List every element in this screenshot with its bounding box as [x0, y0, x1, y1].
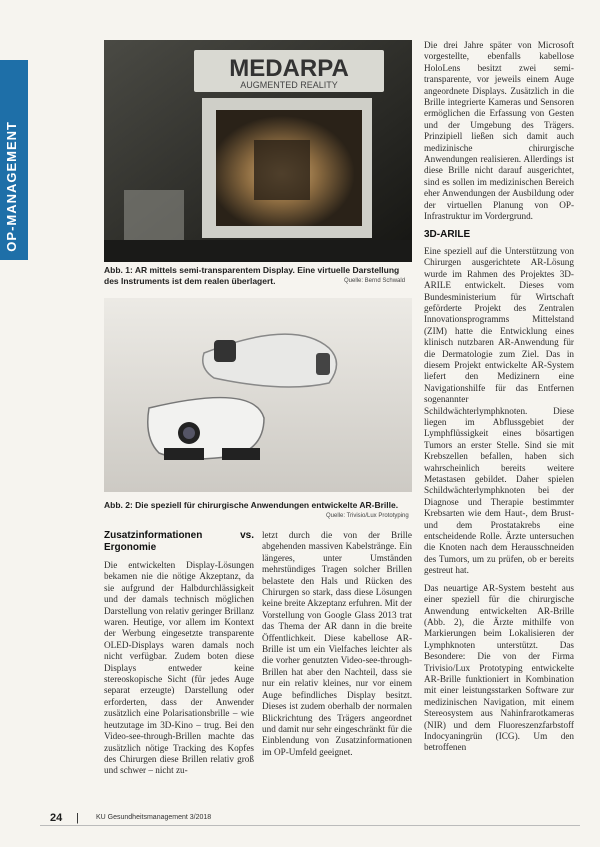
column-3-para-3: Das neuartige AR-System besteht aus einer speziell für die chirurgische Anwendung entwickelten AR-Brille (Abb. 2), die Ärzte mithilfe von Markierungen beim Lokalisieren der Lymphknoten unterstützt. Das Besondere: Die von der Firma Trivisio/Lux Prototyping entwickelte AR-Brille funktioniert in Kombination mit einer leistungsstarken Software zur medizinischen Navigation, mit einem Stereosystem aus Nahinfrarotkameras (NIR) und dem Fluoreszenzfarbstoff Indocyaningrün (ICG). Um den betroffenen — [424, 582, 574, 753]
section-tab — [0, 60, 28, 260]
figure-2-credit: Quelle: Trivisio/Lux Prototyping — [326, 513, 409, 519]
ar-display-illustration — [104, 40, 412, 262]
figure-1-credit: Quelle: Bernd Schwald — [344, 278, 406, 284]
article-column-2 — [262, 530, 412, 805]
page-number: 24 — [50, 812, 63, 824]
column-2-text: letzt durch die von der Brille abgehenden massiven Kabelstränge. Ein längeres, unter Umständen mehrstündiges Tragen solcher Brillen belastete den Hals und Rücken des Chirurgen so stark, dass diese Lösungen keine breite Akzeptanz erfuhren. Mit der Vorstellung von Google Glass 2013 trat das Thema der AR dann in die breite Öffentlichkeit. Diese kabellose AR-Brille ist um ein Vielfaches leichter als die vorher genutzten Video-see-through-Brillen hat aber den Nachteil, dass sie nur ein relativ kleines, nur vor einem Auge befindliches Display besitzt. Dieses ist zudem oberhalb der normalen Blickrichtung des Trägers angeordnet und damit nur sehr eingeschränkt für die Einblendung von Zusatzinformationen im OP-Umfeld geeignet. — [262, 530, 412, 757]
section-heading-ergonomie: Zusatzinformationen vs. Ergonomie — [104, 530, 254, 553]
column-3-para-1: Die drei Jahre später von Microsoft vorgestellte, ebenfalls kabellose HoloLens besitzt zwei semi-transparente, vor jeweils einem Auge angeordnete Displays. Zusätzlich in die Brille integrierte Kameras und Sensoren ermöglichen die Erfassung von Gesten und der Umgebung des Trägers. Prinzipiell ließen sich damit auch medizinische chirurgische Anwendungen realisieren. Allerdings ist diese Brille nicht darauf ausgerichtet, sind es sollen im medizinischen Bereich eher Anwendungen der Ausbildung oder der virtuellen Planung von OP-Infrastruktur im Vordergrund. — [424, 40, 574, 222]
section-heading-3d-arile: 3D-ARILE — [424, 228, 471, 240]
journal-name: KU Gesundheitsmanagement 3/2018 — [96, 814, 212, 821]
article-column-3 — [424, 40, 574, 805]
column-3-para-2: Eine speziell auf die Unterstützung von Chirurgen ausgerichtete AR-Lösung wurde im Rahmen des Projektes 3D-ARILE entwickelt. Dieses vom Bundesministerium für Wirtschaft geförderte Projekt des Zentralen Innovationsprogramms Mittelstand (ZIM) hatte die Entwicklung eines klinisch nutzbaren AR-Anwendung für die Dermatologie zum Ziel. Das in diesem Projekt entwickelte AR-System liefert den Medizinern eine Navigationshilfe für das Entfernen sogenannter Schildwächterlymphknoten. Diese liegen im Abflussgebiet der Lymphflüssigkeit eines bösartigen Tumors an erster Stelle. Sind sie mit Krebszellen befallen, haben sich wahrscheinlich bereits weitere Metastasen gebildet. Daher spielen Schildwächterlymphknoten bei der Diagnose und Therapie bestimmter Krebsarten wie dem Haut-, dem Brust- und dem Prostatakrebs eine entscheidende Rolle. Ärzte untersuchen die Knoten nach dem Herausschneiden des Tumors, um zu prüfen, ob er bereits gestreut hat. — [424, 245, 574, 576]
brand-text: MEDARPA — [229, 55, 349, 82]
footer-separator: | — [76, 812, 79, 824]
article-column-1 — [104, 530, 254, 805]
brand-subtext: AUGMENTED REALITY — [240, 80, 338, 90]
footer-divider — [40, 825, 580, 826]
ar-glasses-illustration — [104, 298, 412, 492]
figure-2-caption: Abb. 2: Die speziell für chirurgische Anwendungen entwickelte AR-Brille. — [104, 500, 399, 510]
column-1-text: Die entwickelten Display-Lösungen bekamen nie die nötige Akzeptanz, da sie aufgrund der Halbdurchlässigkeit und der damals technisch möglichen Darstellung von relativ geringer Brillanz waren. Heutige, vor allem im Kontext der Werbung eingesetzte transparente OLED-Displays waren damals noch nicht verfügbar. Zudem boten diese Displays entweder keine stereoskopische Sicht (für jedes Auge separat erzeugte) Darstellung oder erforderten, dass der Anwender zusätzlich eine Polarisationsbrille – wie heutzutage im 3D-Kino – trug. Bei den Video-see-through-Brillen machte das zusätzlich nötige Tracking des Kopfes des Chirurgen diese Brillen relativ groß und schwer – nicht zu- — [104, 560, 254, 776]
section-tab-label: OP-MANAGEMENT — [4, 121, 19, 252]
figure-2-photo — [104, 298, 412, 492]
figure-1-photo — [104, 40, 412, 262]
figure-1-caption: Abb. 1: AR mittels semi-transparentem Display. Eine virtuelle Darstellung des Instruments ist dem realen überlagert. — [104, 265, 400, 286]
